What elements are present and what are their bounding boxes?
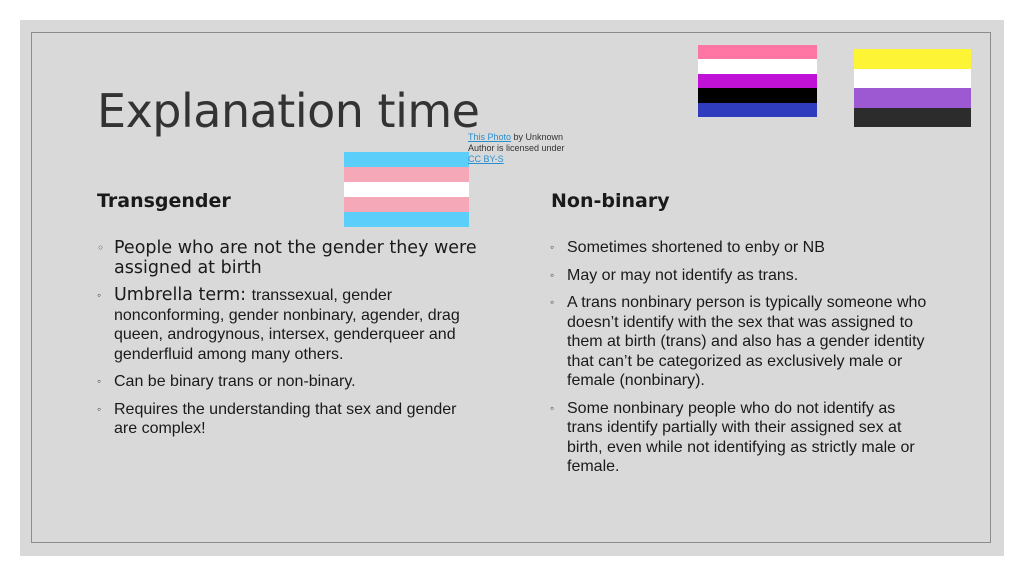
list-item: ◦ Requires the understanding that sex and gender are complex!: [97, 400, 457, 437]
genderfluid-flag: [698, 45, 817, 117]
transgender-list: [97, 238, 482, 447]
transgender-flag: [344, 152, 469, 227]
license-link[interactable]: CC BY-S: [468, 154, 504, 164]
attribution-text: by Unknown Author is licensed under: [468, 132, 565, 153]
flag-stripe: [854, 49, 971, 69]
this-photo-link[interactable]: This Photo: [468, 132, 512, 142]
list-item: ◦ Umbrella term: transsexual, gender nonconforming, gender nonbinary, agender, drag queen, androgynous, intersex, genderqueer and genderfluid among many others.: [97, 285, 460, 363]
flag-stripe: [344, 182, 469, 197]
bullet-icon: ◦: [97, 241, 105, 255]
flag-stripe: [698, 45, 817, 59]
transgender-heading: Transgender: [97, 190, 231, 212]
non-binary-heading: Non-binary: [551, 190, 670, 212]
flag-stripe: [344, 212, 469, 227]
flag-stripe: [698, 74, 817, 88]
bullet-icon: ◦: [97, 288, 102, 302]
photo-attribution: [468, 132, 580, 165]
bullet-icon: ◦: [550, 267, 555, 282]
list-item: ◦ May or may not identify as trans.: [550, 266, 799, 284]
list-item: ◦ Sometimes shortened to enby or NB: [550, 239, 825, 256]
flag-stripe: [854, 108, 971, 128]
bullet-icon: ◦: [550, 240, 555, 254]
flag-stripe: [854, 69, 971, 89]
flag-stripe: [698, 88, 817, 102]
list-item: ◦ Can be binary trans or non-binary.: [97, 373, 356, 390]
non-binary-list: [550, 238, 930, 485]
slide-title: Explanation time: [97, 84, 480, 138]
bullet-icon: ◦: [550, 295, 555, 309]
list-item: ◦ People who are not the gender they were assigned at birth: [97, 238, 477, 278]
flag-stripe: [854, 88, 971, 108]
bullet-icon: ◦: [97, 374, 102, 388]
bullet-icon: ◦: [550, 400, 555, 415]
flag-stripe: [344, 152, 469, 167]
flag-stripe: [344, 167, 469, 182]
list-item: ◦ Some nonbinary people who do not identify as trans identify partially with their assigned sex at birth, even while not identifying as strictly male or female.: [550, 399, 915, 475]
flag-stripe: [344, 197, 469, 212]
bullet-icon: ◦: [97, 401, 102, 416]
flag-stripe: [698, 59, 817, 73]
nonbinary-flag: [854, 49, 971, 127]
flag-stripe: [698, 103, 817, 117]
list-item: ◦ A trans nonbinary person is typically someone who doesn’t identify with the sex that was assigned to them at birth (trans) and also has a gender identity that can’t be categorized as exclusively male or female (nonbinary).: [550, 294, 927, 389]
